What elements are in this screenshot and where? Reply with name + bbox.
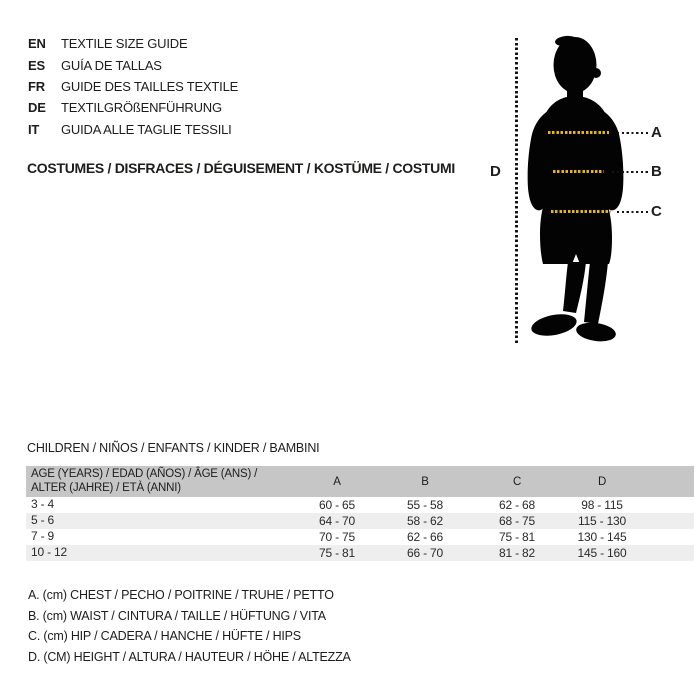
language-guide-list bbox=[28, 33, 238, 140]
col-header-d: D bbox=[597, 475, 607, 488]
table-row-age-5-6 bbox=[26, 513, 694, 529]
chest-cell: 70 - 75 bbox=[319, 530, 355, 544]
age-cell: 5 - 6 bbox=[31, 513, 55, 528]
measure-label-b: B bbox=[651, 163, 662, 180]
language-row-en bbox=[28, 33, 238, 54]
age-header-line1: AGE (YEARS) / EDAD (AÑOS) / ÂGE (ANS) / bbox=[31, 468, 258, 480]
hip-cell: 75 - 81 bbox=[499, 530, 535, 544]
child-silhouette-icon bbox=[523, 33, 653, 353]
legend-item-waist: B. (cm) WAIST / CINTURA / TAILLE / HÜFTUNG / VITA bbox=[28, 608, 326, 623]
height-cell: 145 - 160 bbox=[577, 546, 627, 560]
chest-cell: 60 - 65 bbox=[319, 498, 355, 512]
legend-item-height: D. (CM) HEIGHT / ALTURA / HAUTEUR / HÖHE / ALTEZZA bbox=[28, 650, 351, 665]
height-cell: 98 - 115 bbox=[581, 498, 623, 512]
height-measure-line-d bbox=[515, 38, 518, 345]
table-row-age-10-12 bbox=[26, 545, 694, 561]
language-label: TEXTILE SIZE GUIDE bbox=[61, 36, 188, 52]
size-table-header-row bbox=[26, 466, 694, 497]
age-cell: 7 - 9 bbox=[31, 529, 55, 544]
age-header-line2: ALTER (JAHRE) / ETÀ (ANNI) bbox=[31, 481, 181, 494]
height-cell: 130 - 145 bbox=[577, 530, 627, 544]
table-row-age-3-4 bbox=[26, 497, 694, 513]
language-code: IT bbox=[28, 121, 40, 137]
age-cell: 3 - 4 bbox=[31, 497, 55, 512]
waist-cell: 62 - 66 bbox=[407, 530, 443, 544]
language-label: GUIDA ALLE TAGLIE TESSILI bbox=[61, 121, 232, 137]
hip-cell: 68 - 75 bbox=[499, 514, 535, 528]
language-label: GUIDE DES TAILLES TEXTILE bbox=[61, 78, 239, 94]
hip-cell: 81 - 82 bbox=[499, 546, 535, 560]
measurement-diagram bbox=[480, 25, 698, 365]
measurement-legend bbox=[28, 585, 351, 668]
hip-cell: 62 - 68 bbox=[499, 498, 535, 512]
col-header-filler bbox=[639, 466, 694, 497]
chest-cell: 64 - 70 bbox=[319, 514, 355, 528]
col-header-b: B bbox=[421, 475, 429, 488]
size-table bbox=[26, 466, 694, 561]
legend-item-chest: A. (cm) CHEST / PECHO / POITRINE / TRUHE / PETTO bbox=[28, 588, 334, 602]
language-code: DE bbox=[28, 100, 46, 116]
waist-cell: 66 - 70 bbox=[407, 546, 443, 560]
measure-label-d: D bbox=[490, 163, 501, 180]
language-label: GUÍA DE TALLAS bbox=[61, 57, 162, 73]
measure-label-c: C bbox=[651, 203, 662, 220]
waist-cell: 58 - 62 bbox=[407, 514, 443, 528]
chest-cell: 75 - 81 bbox=[319, 546, 355, 560]
language-label: TEXTILGRÖßENFÜHRUNG bbox=[61, 100, 222, 116]
legend-item-hip: C. (cm) HIP / CADERA / HANCHE / HÜFTE / HIPS bbox=[28, 629, 301, 644]
col-header-a: A bbox=[333, 475, 341, 488]
language-row-it bbox=[28, 119, 238, 140]
callout-line-b bbox=[612, 171, 648, 173]
measure-label-a: A bbox=[651, 124, 662, 141]
waist-measure-line-b bbox=[553, 170, 604, 173]
category-title: COSTUMES / DISFRACES / DÉGUISEMENT / KOSTÜME / COSTUMI bbox=[27, 160, 455, 176]
col-header-age bbox=[26, 466, 293, 497]
table-row-age-7-9 bbox=[26, 529, 694, 545]
language-code: EN bbox=[28, 36, 46, 52]
chest-measure-line-a bbox=[548, 131, 609, 134]
waist-cell: 55 - 58 bbox=[407, 498, 443, 512]
callout-line-c bbox=[617, 211, 648, 213]
language-row-de bbox=[28, 97, 238, 118]
height-cell: 115 - 130 bbox=[577, 514, 627, 528]
callout-line-a bbox=[617, 132, 648, 134]
language-code: ES bbox=[28, 57, 45, 73]
age-cell: 10 - 12 bbox=[31, 545, 67, 560]
language-row-fr bbox=[28, 76, 238, 97]
hip-measure-line-c bbox=[551, 210, 611, 213]
language-row-es bbox=[28, 54, 238, 75]
col-header-c: C bbox=[512, 475, 522, 488]
children-section-title: CHILDREN / NIÑOS / ENFANTS / KINDER / BAMBINI bbox=[27, 441, 320, 455]
language-code: FR bbox=[28, 78, 45, 94]
